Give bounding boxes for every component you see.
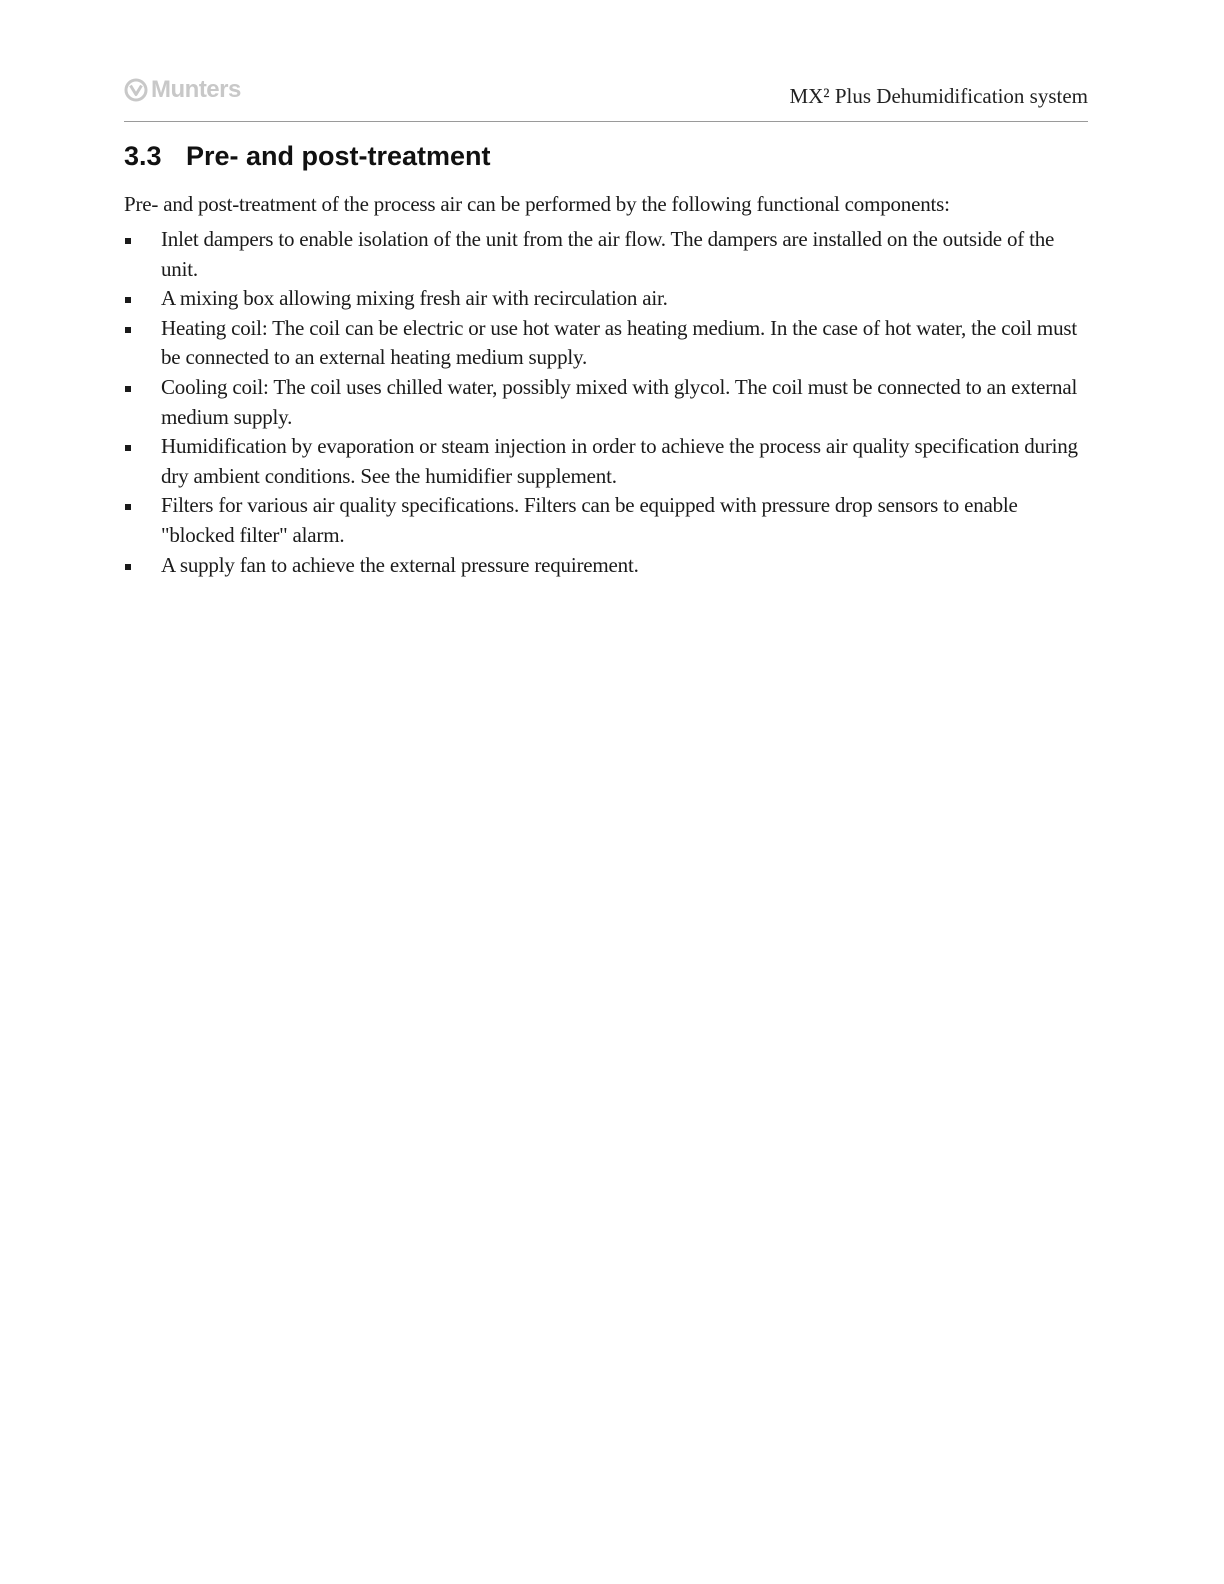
list-item-text: Filters for various air quality specifications. Filters can be equipped with pressure drop sensors to enable "blocked filter" alarm.	[161, 493, 1018, 547]
section-heading	[124, 140, 491, 172]
list-item	[124, 373, 1088, 432]
bullet-square-icon	[125, 297, 131, 303]
page-header	[124, 74, 1088, 122]
logo-text: Munters	[151, 76, 241, 103]
list-item	[124, 432, 1088, 491]
document-title: MX² Plus Dehumidification system	[789, 84, 1088, 108]
list-item-text: Heating coil: The coil can be electric or use hot water as heating medium. In the case of hot water, the coil must be connected to an external heating medium supply.	[161, 315, 1077, 370]
list-item-text: Humidification by evaporation or steam injection in order to achieve the process air quality specification during dry ambient conditions. See the humidifier supplement.	[161, 434, 1078, 488]
list-item	[124, 551, 1088, 581]
component-list	[124, 225, 1088, 580]
bullet-square-icon	[125, 445, 131, 451]
list-item-text: Inlet dampers to enable isolation of the unit from the air flow. The dampers are installed on the outside of the unit.	[161, 227, 1055, 281]
list-item	[124, 491, 1088, 550]
list-item	[124, 225, 1088, 284]
list-item-text: A supply fan to achieve the external pressure requirement.	[161, 552, 639, 577]
intro-paragraph: Pre- and post-treatment of the process air can be performed by the following functional components:	[124, 192, 950, 216]
bullet-square-icon	[125, 238, 131, 244]
list-item-text: Cooling coil: The coil uses chilled water, possibly mixed with glycol. The coil must be connected to an external medium supply.	[161, 374, 1078, 429]
section-title: Pre- and post-treatment	[186, 141, 491, 171]
bullet-square-icon	[125, 504, 131, 510]
bullet-square-icon	[125, 564, 131, 570]
munters-logo	[124, 78, 241, 102]
list-item	[124, 314, 1088, 373]
section-number: 3.3	[124, 141, 162, 171]
bullet-square-icon	[125, 327, 131, 333]
list-item	[124, 284, 1088, 314]
header-divider	[124, 121, 1088, 122]
bullet-square-icon	[125, 386, 131, 392]
munters-logo-icon	[124, 78, 148, 102]
list-item-text: A mixing box allowing mixing fresh air with recirculation air.	[161, 286, 668, 311]
